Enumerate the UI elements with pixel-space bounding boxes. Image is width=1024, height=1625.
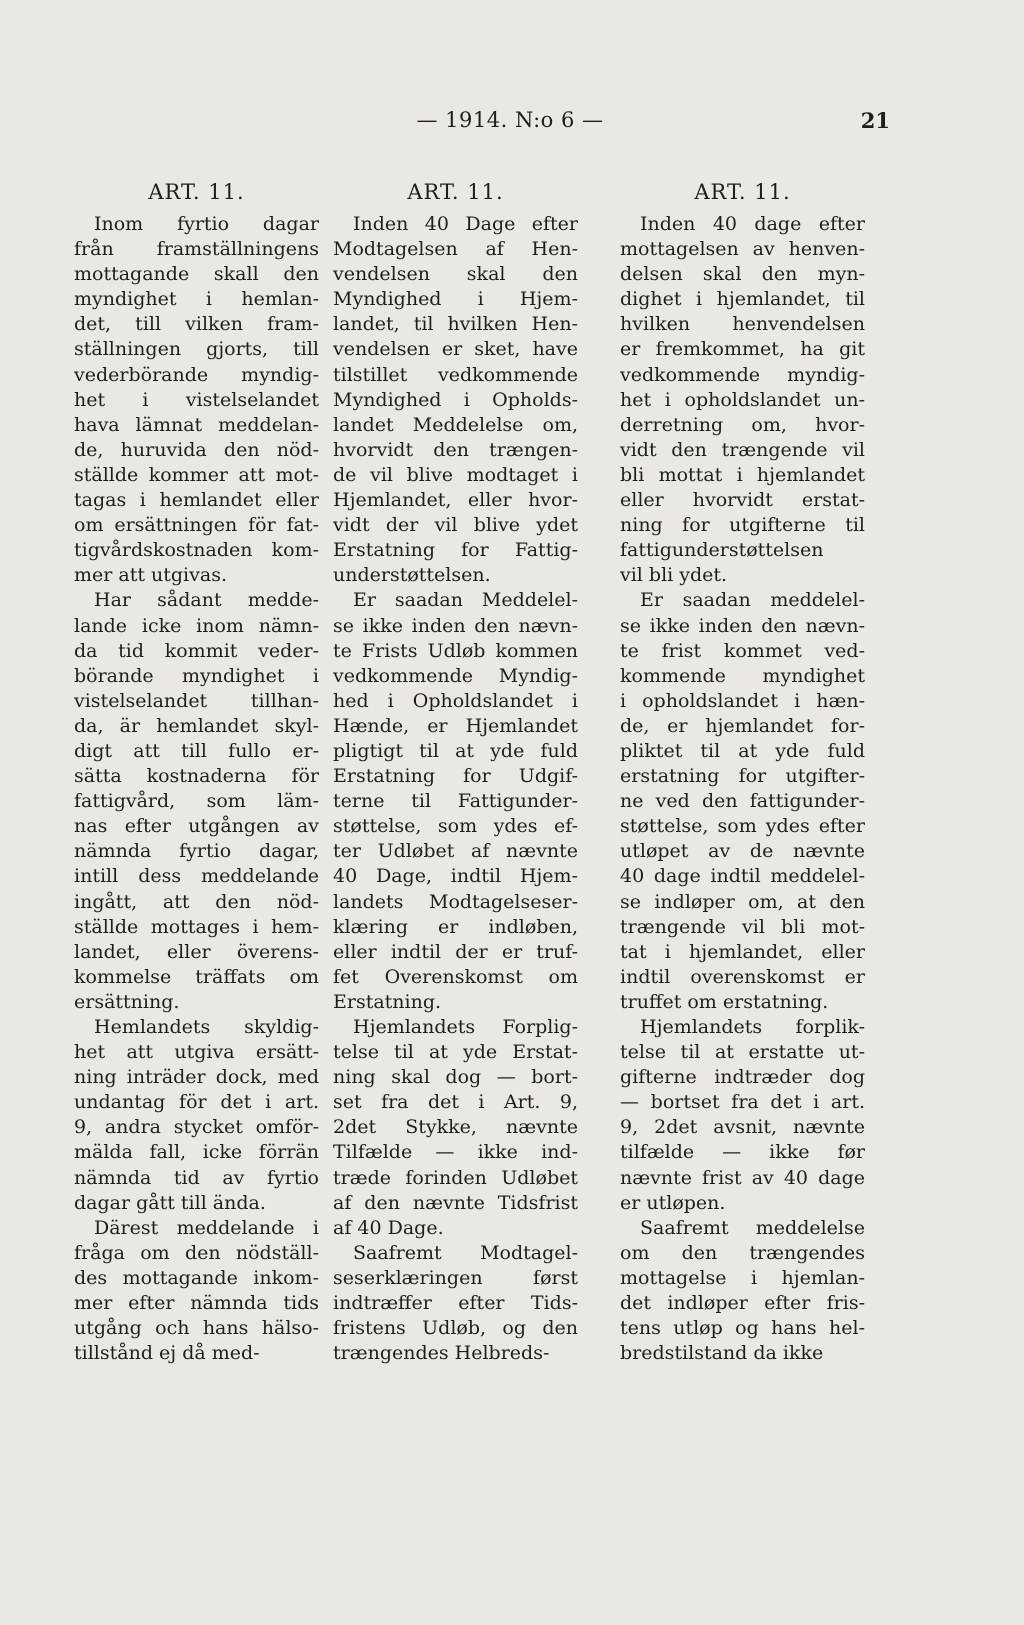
text-line: er fremkommet, ha git	[620, 338, 865, 361]
text-line: Hjemlandets Forplig-	[353, 1016, 578, 1038]
text-line: Myndighed i Hjem-	[333, 288, 578, 311]
text-line: fråga om den nödställ-	[74, 1241, 319, 1264]
text-line: mottagande skall den	[74, 263, 319, 286]
text-line: hvorvidt den trængen-	[333, 438, 578, 461]
text-line: erstatning for utgifter-	[620, 765, 865, 788]
text-line: tilstillet vedkommende	[333, 363, 578, 386]
text-line: ställde kommer att mot-	[74, 463, 319, 486]
text-line: telse til at erstatte ut-	[620, 1041, 865, 1064]
text-line: indtil overenskomst er	[620, 965, 865, 988]
text-line: börande myndighet i	[74, 664, 319, 687]
text-line: telse til at yde Erstat-	[333, 1041, 578, 1064]
text-line: te frist kommet ved-	[620, 639, 865, 662]
text-line: des mottagande inkom-	[74, 1266, 319, 1289]
column-norwegian	[620, 172, 865, 1366]
column-swedish	[74, 172, 319, 1366]
text-line: nämnda fyrtio dagar,	[74, 840, 319, 863]
text-line: Er saadan Meddelel-	[353, 589, 578, 612]
text-line: het att utgiva ersätt-	[74, 1041, 319, 1064]
text-line: te Frists Udløb kommen	[333, 639, 578, 662]
text-line: Inom fyrtio dagar	[94, 213, 319, 235]
text-line: se ikke inden den nævn-	[333, 614, 578, 637]
text-line: hed i Opholdslandet i	[333, 689, 578, 712]
text-line: — bortset fra det i art.	[620, 1091, 865, 1114]
text-line: 2det Stykke, nævnte	[333, 1116, 578, 1139]
text-line: fattigvård, som läm-	[74, 790, 319, 813]
text-line: fattigunderstøttelsen	[620, 539, 824, 562]
text-line: nas efter utgången av	[74, 815, 319, 838]
text-line: vidt der vil blive ydet	[333, 514, 578, 537]
text-line: från framställningens	[74, 238, 319, 261]
page-number: 21	[860, 108, 890, 133]
text-line: truffet om erstatning.	[620, 990, 829, 1013]
text-line: ning skal dog — bort-	[333, 1066, 578, 1089]
text-line: Saafremt meddelelse	[640, 1216, 865, 1239]
text-line: Inden 40 dage efter	[640, 213, 865, 235]
text-line: Hemlandets skyldig-	[94, 1016, 319, 1038]
text-line: er utløpen.	[620, 1191, 726, 1214]
article-heading: ART. 11.	[407, 180, 504, 204]
text-line: Inden 40 Dage efter	[353, 213, 578, 235]
text-line: 40 Dage, indtil Hjem-	[333, 865, 578, 888]
text-line: myndighet i hemlan-	[74, 288, 319, 311]
text-line: sätta kostnaderna för	[74, 765, 319, 788]
text-line: de vil blive modtaget i	[333, 463, 578, 486]
text-line: undantag för det i art.	[74, 1091, 319, 1114]
text-line: ne ved den fattigunder-	[620, 790, 865, 813]
text-line: landet Meddelelse om,	[333, 413, 578, 436]
column-danish	[333, 172, 578, 1366]
text-line: vedkommende Myndig-	[333, 664, 578, 687]
column-body	[333, 212, 578, 1366]
text-line: utløpet av de nævnte	[620, 840, 865, 863]
column-body	[620, 212, 865, 1366]
text-line: støttelse, som ydes ef-	[333, 815, 578, 838]
text-line: landets Modtagelseser-	[333, 890, 578, 913]
text-line: træde forinden Udløbet	[333, 1166, 578, 1189]
text-line: eller hvorvidt erstat-	[620, 489, 865, 512]
text-line: kommende myndighet	[620, 664, 865, 687]
text-line: 9, 2det avsnit, nævnte	[620, 1116, 865, 1139]
text-line: tagas i hemlandet eller	[74, 489, 319, 512]
text-line: het i vistelselandet	[74, 388, 319, 411]
text-line: vistelselandet tillhan-	[74, 689, 319, 712]
text-line: landet, til hvilken Hen-	[333, 313, 578, 336]
text-line: se ikke inden den nævn-	[620, 614, 865, 637]
text-line: landet, eller överens-	[74, 940, 319, 963]
text-line: Modtagelsen af Hen-	[333, 238, 578, 261]
text-line: nämnda tid av fyrtio	[74, 1166, 319, 1189]
text-line: mottagelse i hjemlan-	[620, 1266, 865, 1289]
text-line: trængende vil bli mot-	[620, 915, 865, 938]
text-line: tat i hjemlandet, eller	[620, 940, 865, 963]
text-line: ning for utgifterne til	[620, 514, 865, 537]
text-line: terne til Fattigunder-	[333, 790, 578, 813]
text-line: dighet i hjemlandet, til	[620, 288, 865, 311]
text-line: af den nævnte Tidsfrist	[333, 1191, 578, 1214]
text-line: vederbörande myndig-	[74, 363, 319, 386]
text-line: seserklæringen først	[333, 1266, 578, 1289]
text-line: tilfælde — ikke før	[620, 1141, 865, 1164]
text-line: fristens Udløb, og den	[333, 1317, 578, 1340]
text-line: Hænde, er Hjemlandet	[333, 714, 578, 737]
text-line: ställningen gjorts, till	[74, 338, 319, 361]
text-line: vil bli ydet.	[620, 564, 728, 587]
text-line: 9, andra stycket omför-	[74, 1116, 319, 1139]
text-line: het i opholdslandet un-	[620, 388, 865, 411]
text-line: vendelsen er sket, have	[333, 338, 578, 361]
text-line: vendelsen skal den	[333, 263, 578, 286]
text-line: ter Udløbet af nævnte	[333, 840, 578, 863]
text-line: Erstatning for Udgif-	[333, 765, 578, 788]
text-line: Tilfælde — ikke ind-	[333, 1141, 578, 1164]
text-line: i opholdslandet i hæn-	[620, 689, 865, 712]
text-line: nævnte frist av 40 dage	[620, 1166, 865, 1189]
text-line: da tid kommit veder-	[74, 639, 319, 662]
text-line: Er saadan meddelel-	[640, 589, 865, 612]
running-header: — 1914. N:o 6 —	[416, 108, 604, 132]
text-line: Erstatning.	[333, 990, 442, 1013]
text-line: fet Overenskomst om	[333, 965, 578, 988]
text-line: mer att utgivas.	[74, 564, 227, 587]
text-line: utgång och hans hälso-	[74, 1317, 319, 1340]
text-line: Har sådant medde-	[94, 589, 319, 612]
text-line: det indløper efter fris-	[620, 1292, 865, 1315]
text-line: pliktet til at yde fuld	[620, 739, 865, 762]
text-line: se indløper om, at den	[620, 890, 865, 913]
text-line: set fra det i Art. 9,	[333, 1091, 578, 1114]
text-line: digt att till fullo er-	[74, 739, 319, 762]
text-line: intill dess meddelande	[74, 865, 319, 888]
text-line: af 40 Dage.	[333, 1216, 444, 1239]
text-line: lande icke inom nämn-	[74, 614, 319, 637]
text-line: det, till vilken fram-	[74, 313, 319, 336]
text-line: delsen skal den myn-	[620, 263, 865, 286]
column-body	[74, 212, 319, 1366]
text-line: Myndighed i Opholds-	[333, 388, 578, 411]
text-line: Hjemlandet, eller hvor-	[333, 489, 578, 512]
text-line: vedkommende myndig-	[620, 363, 865, 386]
text-line: tillstånd ej då med-	[74, 1342, 260, 1365]
text-line: mälda fall, icke förrän	[74, 1141, 319, 1164]
text-line: om den trængendes	[620, 1241, 865, 1264]
text-line: eller indtil der er truf-	[333, 940, 578, 963]
text-line: dagar gått till ända.	[74, 1191, 266, 1214]
text-line: ställde mottages i hem-	[74, 915, 319, 938]
article-heading: ART. 11.	[148, 180, 245, 204]
text-line: klæring er indløben,	[333, 915, 578, 938]
text-line: bredstilstand da ikke	[620, 1342, 824, 1365]
text-line: ingått, att den nöd-	[74, 890, 319, 913]
text-line: bli mottat i hjemlandet	[620, 463, 865, 486]
text-line: vidt den trængende vil	[620, 438, 865, 461]
text-line: Erstatning for Fattig-	[333, 539, 578, 562]
text-line: mottagelsen av henven-	[620, 238, 865, 261]
text-line: Saafremt Modtagel-	[353, 1241, 578, 1264]
text-line: om ersättningen för fat-	[74, 514, 319, 537]
text-line: de, er hjemlandet for-	[620, 714, 865, 737]
text-line: gifterne indtræder dog	[620, 1066, 865, 1089]
text-line: Därest meddelande i	[94, 1216, 319, 1239]
article-heading: ART. 11.	[694, 180, 791, 204]
text-line: pligtigt til at yde fuld	[333, 739, 578, 762]
text-line: indtræffer efter Tids-	[333, 1292, 578, 1315]
text-line: ersättning.	[74, 990, 180, 1013]
text-line: tens utløp og hans hel-	[620, 1317, 865, 1340]
text-line: hvilken henvendelsen	[620, 313, 865, 336]
text-line: kommelse träffats om	[74, 965, 319, 988]
text-line: tigvårdskostnaden kom-	[74, 539, 319, 562]
text-line: trængendes Helbreds-	[333, 1342, 550, 1365]
text-line: de, huruvida den nöd-	[74, 438, 319, 461]
text-line: ning inträder dock, med	[74, 1066, 319, 1089]
text-line: derretning om, hvor-	[620, 413, 865, 436]
text-line: støttelse, som ydes efter	[620, 815, 865, 838]
text-line: 40 dage indtil meddelel-	[620, 865, 865, 888]
text-line: mer efter nämnda tids	[74, 1292, 319, 1315]
text-line: da, är hemlandet skyl-	[74, 714, 319, 737]
text-line: hava lämnat meddelan-	[74, 413, 319, 436]
text-line: understøttelsen.	[333, 564, 491, 587]
text-line: Hjemlandets forplik-	[640, 1016, 865, 1038]
